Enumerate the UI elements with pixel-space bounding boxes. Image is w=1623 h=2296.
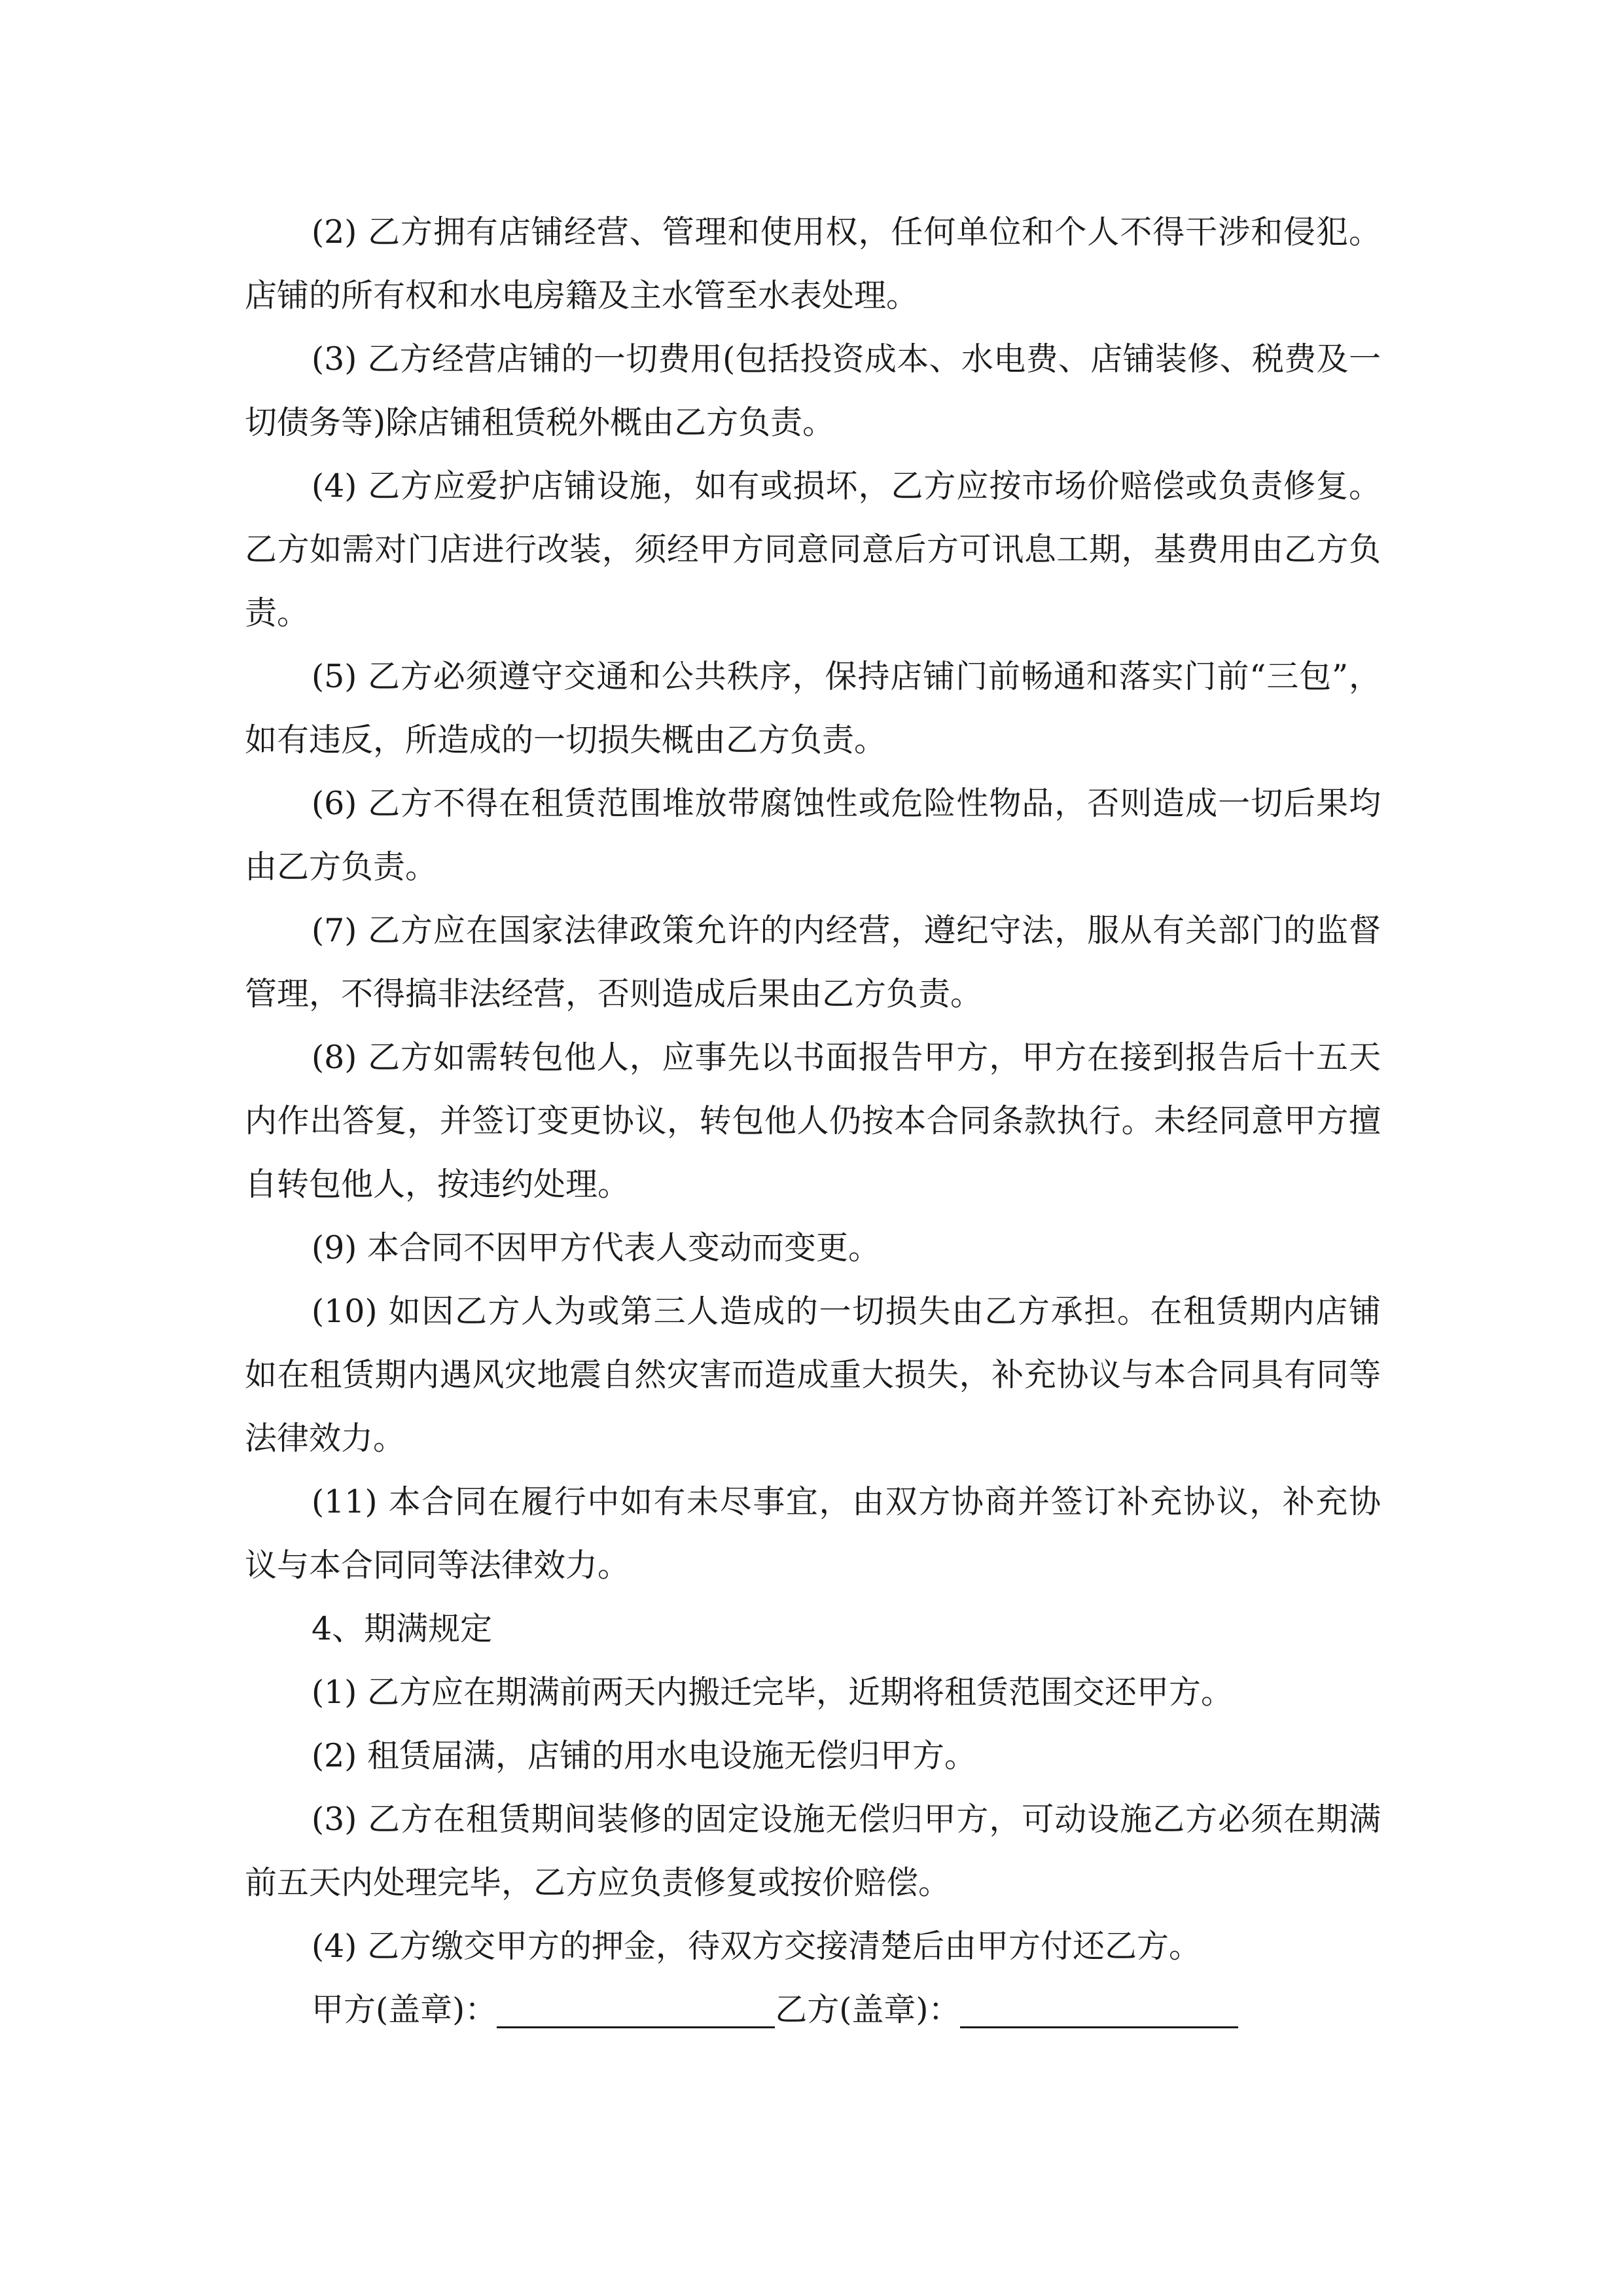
clause-paragraph: (4) 乙方缴交甲方的押金，待双方交接清楚后由甲方付还乙方。 — [312, 1928, 1201, 1965]
clause-paragraph: (11) 本合同在履行中如有未尽事宜，由双方协商并签订补充协议，补充协议与本合同同等法律效力。 — [245, 1483, 1381, 1584]
clause-paragraph: (3) 乙方在租赁期间装修的固定设施无偿归甲方，可动设施乙方必须在期满前五天内处理完毕，乙方应负责修复或按价赔偿。 — [245, 1801, 1381, 1901]
clause-paragraph: (5) 乙方必须遵守交通和公共秩序，保持店铺门前畅通和落实门前“三包”，如有违反，所造成的一切损失概由乙方负责。 — [245, 658, 1381, 759]
clause-paragraph: (10) 如因乙方人为或第三人造成的一切损失由乙方承担。在租赁期内店铺如在租赁期内遇风灾地震自然灾害而造成重大损失，补充协议与本合同具有同等法律效力。 — [245, 1293, 1381, 1457]
clause-paragraph: (2) 乙方拥有店铺经营、管理和使用权，任何单位和个人不得干涉和侵犯。店铺的所有权和水电房籍及主水管至水表处理。 — [245, 213, 1381, 314]
clause-paragraph: (7) 乙方应在国家法律政策允许的内经营，遵纪守法，服从有关部门的监督管理，不得搞非法经营，否则造成后果由乙方负责。 — [245, 912, 1381, 1013]
document-body — [245, 200, 1381, 2041]
party-b-signature-line[interactable] — [960, 2026, 1238, 2028]
clause-paragraph: (8) 乙方如需转包他人，应事先以书面报告甲方，甲方在接到报告后十五天内作出答复，并签订变更协议，转包他人仍按本合同条款执行。未经同意甲方擅自转包他人，按违约处理。 — [245, 1039, 1381, 1203]
party-a-signature-line[interactable] — [497, 2026, 775, 2028]
clause-paragraph: (3) 乙方经营店铺的一切费用(包括投资成本、水电费、店铺装修、税费及一切债务等)除店铺租赁税外概由乙方负责。 — [245, 340, 1381, 441]
clause-paragraph: (6) 乙方不得在租赁范围堆放带腐蚀性或危险性物品，否则造成一切后果均由乙方负责。 — [245, 785, 1381, 886]
section-heading: 4、期满规定 — [312, 1610, 493, 1647]
clause-paragraph: (4) 乙方应爱护店铺设施，如有或损坏，乙方应按市场价赔偿或负责修复。乙方如需对门店进行改装，须经甲方同意同意后方可讯息工期，基费用由乙方负责。 — [245, 467, 1381, 632]
signature-row — [245, 1978, 1381, 2041]
clause-paragraph: (9) 本合同不因甲方代表人变动而变更。 — [312, 1229, 880, 1266]
clause-paragraph: (2) 租赁届满，店铺的用水电设施无偿归甲方。 — [312, 1737, 976, 1774]
clause-paragraph: (1) 乙方应在期满前两天内搬迁完毕，近期将租赁范围交还甲方。 — [312, 1674, 1233, 1711]
party-b-seal-label: 乙方(盖章)： — [775, 1991, 961, 2028]
party-a-seal-label: 甲方(盖章)： — [312, 1991, 497, 2028]
